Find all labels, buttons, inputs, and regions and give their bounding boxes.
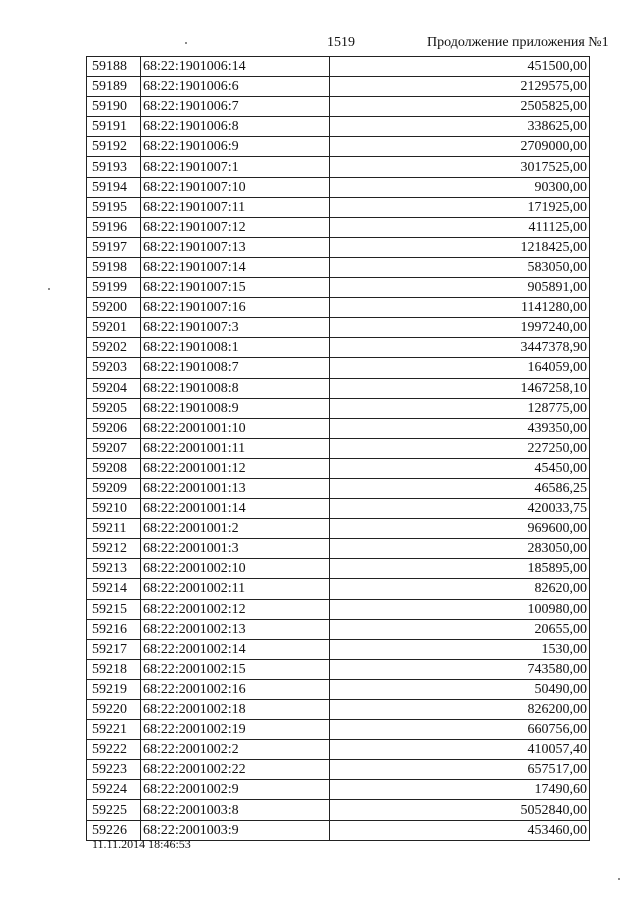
row-number-cell: 59195 — [87, 197, 141, 217]
row-number-cell: 59207 — [87, 438, 141, 458]
row-number-cell: 59210 — [87, 499, 141, 519]
amount-cell: 657517,00 — [330, 760, 590, 780]
table-row — [87, 117, 590, 137]
table-body — [87, 57, 590, 841]
amount-cell: 451500,00 — [330, 57, 590, 77]
cadastral-table-wrapper — [86, 56, 590, 841]
cadastral-number-cell: 68:22:2001003:9 — [141, 820, 330, 840]
table-row — [87, 378, 590, 398]
row-number-cell: 59217 — [87, 639, 141, 659]
amount-cell: 338625,00 — [330, 117, 590, 137]
amount-cell: 1997240,00 — [330, 318, 590, 338]
table-row — [87, 679, 590, 699]
table-row — [87, 619, 590, 639]
table-row — [87, 398, 590, 418]
amount-cell: 227250,00 — [330, 438, 590, 458]
amount-cell: 3017525,00 — [330, 157, 590, 177]
cadastral-number-cell: 68:22:1901007:14 — [141, 257, 330, 277]
cadastral-number-cell: 68:22:1901008:9 — [141, 398, 330, 418]
row-number-cell: 59204 — [87, 378, 141, 398]
table-row — [87, 780, 590, 800]
row-number-cell: 59196 — [87, 217, 141, 237]
cadastral-number-cell: 68:22:1901006:14 — [141, 57, 330, 77]
table-row — [87, 77, 590, 97]
amount-cell: 185895,00 — [330, 559, 590, 579]
cadastral-number-cell: 68:22:1901007:12 — [141, 217, 330, 237]
cadastral-number-cell: 68:22:1901007:11 — [141, 197, 330, 217]
cadastral-number-cell: 68:22:2001002:22 — [141, 760, 330, 780]
row-number-cell: 59224 — [87, 780, 141, 800]
cadastral-number-cell: 68:22:1901007:10 — [141, 177, 330, 197]
cadastral-number-cell: 68:22:2001002:11 — [141, 579, 330, 599]
row-number-cell: 59189 — [87, 77, 141, 97]
cadastral-number-cell: 68:22:2001002:19 — [141, 720, 330, 740]
amount-cell: 2129575,00 — [330, 77, 590, 97]
amount-cell: 45450,00 — [330, 458, 590, 478]
table-row — [87, 438, 590, 458]
amount-cell: 660756,00 — [330, 720, 590, 740]
row-number-cell: 59193 — [87, 157, 141, 177]
table-row — [87, 740, 590, 760]
cadastral-number-cell: 68:22:2001001:3 — [141, 539, 330, 559]
amount-cell: 453460,00 — [330, 820, 590, 840]
cadastral-number-cell: 68:22:2001001:12 — [141, 458, 330, 478]
amount-cell: 1141280,00 — [330, 298, 590, 318]
cadastral-number-cell: 68:22:1901007:3 — [141, 318, 330, 338]
amount-cell: 2709000,00 — [330, 137, 590, 157]
amount-cell: 1530,00 — [330, 639, 590, 659]
amount-cell: 128775,00 — [330, 398, 590, 418]
row-number-cell: 59200 — [87, 298, 141, 318]
table-row — [87, 157, 590, 177]
table-row — [87, 137, 590, 157]
cadastral-number-cell: 68:22:1901006:9 — [141, 137, 330, 157]
table-row — [87, 579, 590, 599]
amount-cell: 20655,00 — [330, 619, 590, 639]
cadastral-number-cell: 68:22:1901006:6 — [141, 77, 330, 97]
amount-cell: 82620,00 — [330, 579, 590, 599]
row-number-cell: 59205 — [87, 398, 141, 418]
row-number-cell: 59218 — [87, 659, 141, 679]
footer-timestamp: 11.11.2014 18:46:53 — [92, 837, 191, 851]
cadastral-number-cell: 68:22:2001002:2 — [141, 740, 330, 760]
cadastral-number-cell: 68:22:1901006:8 — [141, 117, 330, 137]
row-number-cell: 59203 — [87, 358, 141, 378]
row-number-cell: 59188 — [87, 57, 141, 77]
amount-cell: 164059,00 — [330, 358, 590, 378]
cadastral-number-cell: 68:22:2001002:16 — [141, 679, 330, 699]
cadastral-number-cell: 68:22:2001002:12 — [141, 599, 330, 619]
cadastral-number-cell: 68:22:2001001:11 — [141, 438, 330, 458]
table-row — [87, 639, 590, 659]
row-number-cell: 59208 — [87, 458, 141, 478]
row-number-cell: 59225 — [87, 800, 141, 820]
row-number-cell: 59199 — [87, 278, 141, 298]
amount-cell: 3447378,90 — [330, 338, 590, 358]
table-row — [87, 599, 590, 619]
page-number: 1519 — [327, 35, 355, 50]
table-row — [87, 458, 590, 478]
cadastral-number-cell: 68:22:2001002:13 — [141, 619, 330, 639]
row-number-cell: 59222 — [87, 740, 141, 760]
row-number-cell: 59197 — [87, 237, 141, 257]
amount-cell: 420033,75 — [330, 499, 590, 519]
table-row — [87, 800, 590, 820]
table-row — [87, 197, 590, 217]
row-number-cell: 59211 — [87, 519, 141, 539]
table-row — [87, 57, 590, 77]
row-number-cell: 59191 — [87, 117, 141, 137]
cadastral-number-cell: 68:22:2001001:10 — [141, 418, 330, 438]
cadastral-number-cell: 68:22:2001001:13 — [141, 478, 330, 498]
table-row — [87, 358, 590, 378]
cadastral-number-cell: 68:22:2001002:10 — [141, 559, 330, 579]
amount-cell: 1467258,10 — [330, 378, 590, 398]
cadastral-number-cell: 68:22:2001002:14 — [141, 639, 330, 659]
row-number-cell: 59194 — [87, 177, 141, 197]
cadastral-number-cell: 68:22:1901006:7 — [141, 97, 330, 117]
row-number-cell: 59192 — [87, 137, 141, 157]
scan-speck — [48, 288, 50, 290]
cadastral-number-cell: 68:22:2001003:8 — [141, 800, 330, 820]
row-number-cell: 59216 — [87, 619, 141, 639]
amount-cell: 905891,00 — [330, 278, 590, 298]
amount-cell: 411125,00 — [330, 217, 590, 237]
page-header-title: Продолжение приложения №1 — [427, 35, 609, 50]
cadastral-number-cell: 68:22:1901007:15 — [141, 278, 330, 298]
row-number-cell: 59212 — [87, 539, 141, 559]
amount-cell: 17490,60 — [330, 780, 590, 800]
cadastral-number-cell: 68:22:2001001:14 — [141, 499, 330, 519]
amount-cell: 5052840,00 — [330, 800, 590, 820]
amount-cell: 50490,00 — [330, 679, 590, 699]
table-row — [87, 499, 590, 519]
row-number-cell: 59219 — [87, 679, 141, 699]
amount-cell: 2505825,00 — [330, 97, 590, 117]
cadastral-number-cell: 68:22:1901008:8 — [141, 378, 330, 398]
table-row — [87, 418, 590, 438]
amount-cell: 583050,00 — [330, 257, 590, 277]
amount-cell: 969600,00 — [330, 519, 590, 539]
row-number-cell: 59201 — [87, 318, 141, 338]
table-row — [87, 559, 590, 579]
cadastral-number-cell: 68:22:2001002:9 — [141, 780, 330, 800]
amount-cell: 100980,00 — [330, 599, 590, 619]
table-row — [87, 177, 590, 197]
scan-speck — [618, 878, 620, 880]
row-number-cell: 59214 — [87, 579, 141, 599]
amount-cell: 826200,00 — [330, 700, 590, 720]
amount-cell: 171925,00 — [330, 197, 590, 217]
row-number-cell: 59213 — [87, 559, 141, 579]
table-row — [87, 237, 590, 257]
table-row — [87, 217, 590, 237]
amount-cell: 1218425,00 — [330, 237, 590, 257]
table-row — [87, 700, 590, 720]
amount-cell: 439350,00 — [330, 418, 590, 438]
row-number-cell: 59220 — [87, 700, 141, 720]
table-row — [87, 257, 590, 277]
table-row — [87, 519, 590, 539]
row-number-cell: 59190 — [87, 97, 141, 117]
amount-cell: 90300,00 — [330, 177, 590, 197]
cadastral-number-cell: 68:22:1901008:1 — [141, 338, 330, 358]
cadastral-number-cell: 68:22:2001002:15 — [141, 659, 330, 679]
row-number-cell: 59226 — [87, 820, 141, 840]
cadastral-number-cell: 68:22:1901007:16 — [141, 298, 330, 318]
scan-speck — [185, 42, 187, 44]
cadastral-number-cell: 68:22:2001001:2 — [141, 519, 330, 539]
row-number-cell: 59206 — [87, 418, 141, 438]
table-row — [87, 298, 590, 318]
cadastral-table — [86, 56, 590, 841]
row-number-cell: 59198 — [87, 257, 141, 277]
amount-cell: 410057,40 — [330, 740, 590, 760]
table-row — [87, 478, 590, 498]
table-row — [87, 97, 590, 117]
cadastral-number-cell: 68:22:2001002:18 — [141, 700, 330, 720]
table-row — [87, 760, 590, 780]
row-number-cell: 59215 — [87, 599, 141, 619]
cadastral-number-cell: 68:22:1901007:1 — [141, 157, 330, 177]
cadastral-number-cell: 68:22:1901008:7 — [141, 358, 330, 378]
row-number-cell: 59202 — [87, 338, 141, 358]
row-number-cell: 59209 — [87, 478, 141, 498]
row-number-cell: 59221 — [87, 720, 141, 740]
table-row — [87, 659, 590, 679]
amount-cell: 743580,00 — [330, 659, 590, 679]
table-row — [87, 338, 590, 358]
cadastral-number-cell: 68:22:1901007:13 — [141, 237, 330, 257]
table-row — [87, 720, 590, 740]
table-row — [87, 278, 590, 298]
table-row — [87, 318, 590, 338]
table-row — [87, 539, 590, 559]
amount-cell: 283050,00 — [330, 539, 590, 559]
amount-cell: 46586,25 — [330, 478, 590, 498]
row-number-cell: 59223 — [87, 760, 141, 780]
